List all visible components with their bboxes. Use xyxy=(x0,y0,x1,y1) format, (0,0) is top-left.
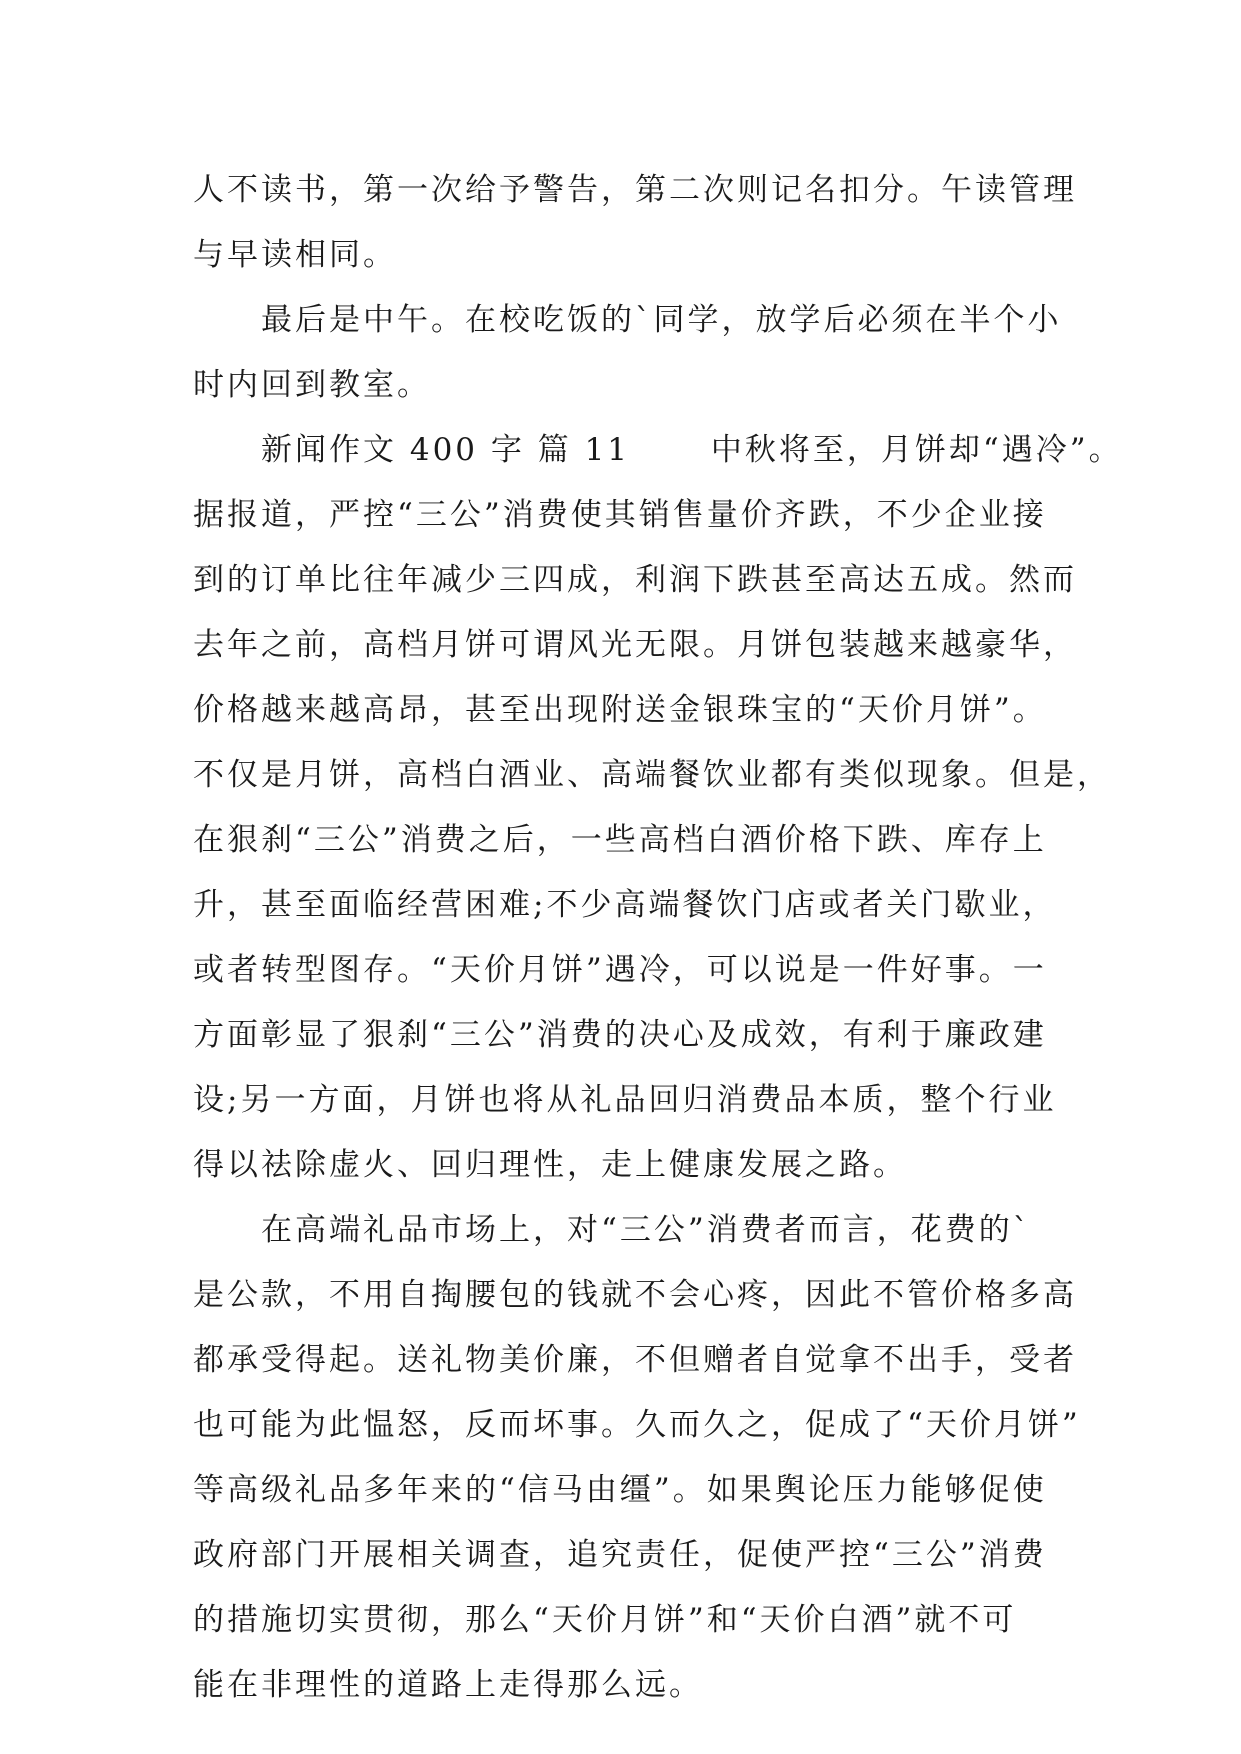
text-line: 去年之前，高档月饼可谓风光无限。月饼包装越来越豪华， xyxy=(193,627,1077,663)
text-line: 到的订单比往年减少三四成，利润下跌甚至高达五成。然而 xyxy=(193,562,1077,598)
text-line: 设;另一方面，月饼也将从礼品回归消费品本质，整个行业 xyxy=(193,1082,1057,1118)
text-line: 是公款，不用自掏腰包的钱就不会心疼，因此不管价格多高 xyxy=(193,1277,1077,1313)
text-line: 在高端礼品市场上，对“三公”消费者而言，花费的` xyxy=(193,1212,1032,1248)
text-line: 或者转型图存。“天价月饼”遇冷，可以说是一件好事。一 xyxy=(193,952,1047,988)
text-line: 政府部门开展相关调查，追究责任，促使严控“三公”消费 xyxy=(193,1537,1047,1573)
text-line: 人不读书，第一次给予警告，第二次则记名扣分。午读管理 xyxy=(193,172,1077,208)
text-line: 能在非理性的道路上走得那么远。 xyxy=(193,1667,703,1703)
text-line: 得以祛除虚火、回归理性，走上健康发展之路。 xyxy=(193,1147,907,1183)
text-line: 都承受得起。送礼物美价廉，不但赠者自觉拿不出手，受者 xyxy=(193,1342,1077,1378)
text-line: 等高级礼品多年来的“信马由缰”。如果舆论压力能够促使 xyxy=(193,1472,1047,1508)
text-line: 与早读相同。 xyxy=(193,237,397,273)
text-line: 方面彰显了狠刹“三公”消费的决心及成效，有利于廉政建 xyxy=(193,1017,1047,1053)
text-line: 新闻作文 400 字 篇 11 中秋将至，月饼却“遇冷”。 xyxy=(193,432,1123,468)
text-line: 也可能为此愠怒，反而坏事。久而久之，促成了“天价月饼” xyxy=(193,1407,1081,1443)
text-line: 价格越来越高昂，甚至出现附送金银珠宝的“天价月饼”。 xyxy=(193,692,1047,728)
text-line: 时内回到教室。 xyxy=(193,367,431,403)
text-line: 升，甚至面临经营困难;不少高端餐饮门店或者关门歇业， xyxy=(193,887,1057,923)
text-line: 不仅是月饼，高档白酒业、高端餐饮业都有类似现象。但是， xyxy=(193,757,1111,793)
text-line: 最后是中午。在校吃饭的`同学，放学后必须在半个小 xyxy=(193,302,1062,338)
text-line: 的措施切实贯彻，那么“天价月饼”和“天价白酒”就不可 xyxy=(193,1602,1017,1638)
text-line: 在狠刹“三公”消费之后，一些高档白酒价格下跌、库存上 xyxy=(193,822,1047,858)
body-text xyxy=(193,158,1123,1718)
text-line: 据报道，严控“三公”消费使其销售量价齐跌，不少企业接 xyxy=(193,497,1047,533)
